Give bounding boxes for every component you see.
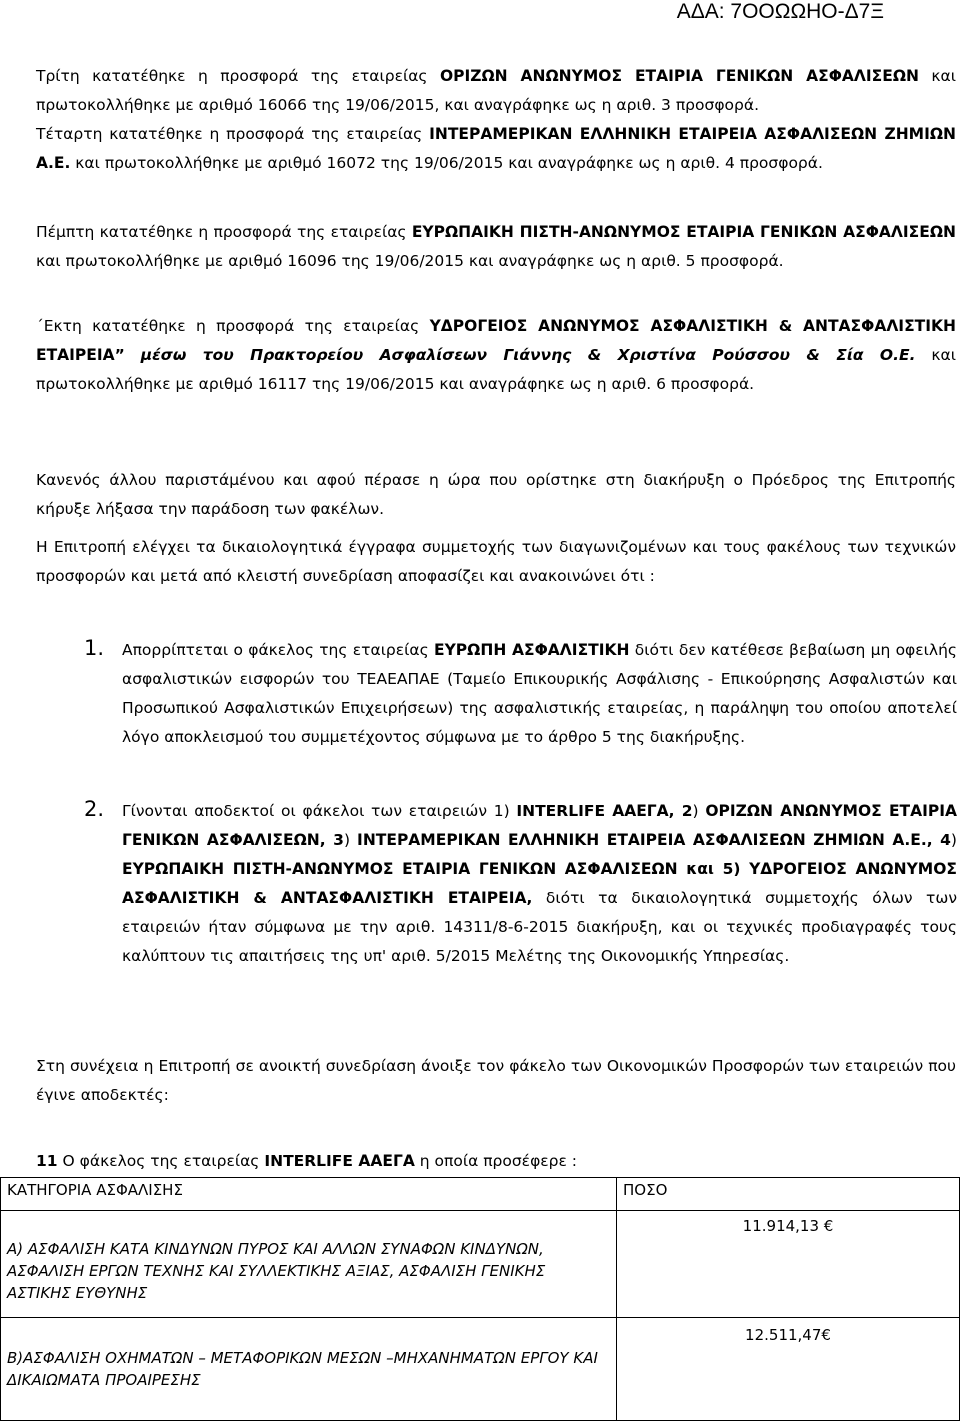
decision-number: 1. xyxy=(84,636,105,660)
table-row xyxy=(1,1211,960,1318)
agency-name: μέσω του Πρακτορείου Ασφαλίσεων Γιάννης & Χριστίνα Ρούσσου & Σία Ο.Ε. xyxy=(140,346,916,364)
paragraph-closing-submissions: Κανενός άλλου παριστάμένου και αφού πέρασε η ώρα που ορίστηκε στη διακήρυξη ο Πρόεδρος της Επιτροπής κήρυξε λήξασα την παράδοση των φακέλων. xyxy=(36,471,956,518)
decision-item-acceptance: Γίνονται αποδεκτοί οι φάκελοι των εταιρειών 1) INTERLIFE ΑΑΕΓΑ, 2) ΟΡΙΖΩΝ ΑΝΩΝΥΜΟΣ ΕΤΑΙΡΙΑ ΓΕΝΙΚΩΝ ΑΣΦΑΛΙΣΕΩΝ, 3) ΙΝΤΕΡΑΜΕΡΙΚΑΝ ΕΛΛΗΝΙΚΗ ΕΤΑΙΡΕΙΑ ΑΣΦΑΛΙΣΕΩΝ ΖΗΜΙΩΝ Α.Ε., 4) ΕΥΡΩΠΑΙΚΗ ΠΙΣΤΗ-ΑΝΩΝΥΜΟΣ ΕΤΑΙΡΙΑ ΓΕΝΙΚΩΝ ΑΣΦΑΛΙΣΕΩΝ και 5) ΥΔΡΟΓΕΙΟΣ ΑΝΩΝΥΜΟΣ ΑΣΦΑΛΙΣΤΙΚΗ & ΑΝΤΑΣΦΑΛΙΣΤΙΚΗ ΕΤΑΙΡΕΙΑ, διότι τα δικαιολογητικά συμμετοχής όλων των εταιρειών ήταν σύμφωνα με την αριθ. 14311/8-6-2015 διακήρυξη, και οι τεχνικές προδιαγραφές τους καλύπτουν τις απαιτήσεις της υπ' αριθ. 5/2015 Μελέτης της Οικονομικής Υπηρεσίας. xyxy=(122,802,957,965)
offer-heading: 11 Ο φάκελος της εταιρείας INTERLIFE ΑΑΕΓΑ η οποία προσέφερε : xyxy=(36,1152,578,1170)
paragraph-open-financial: Στη συνέχεια η Επιτροπή σε ανοικτή συνεδρίαση άνοιξε τον φάκελο των Οικονομικών Προσφορών των εταιρειών που έγινε αποδεκτές: xyxy=(36,1057,956,1104)
company-name: ΕΥΡΩΠΗ ΑΣΦΑΛΙΣΤΙΚΗ xyxy=(434,641,630,659)
amount-cell: 11.914,13 € xyxy=(617,1211,960,1318)
table-header-row xyxy=(1,1178,960,1211)
decision-number: 2. xyxy=(84,797,105,821)
header-category: ΚΑΤΗΓΟΡΙΑ ΑΣΦΑΛΙΣΗΣ xyxy=(1,1178,617,1211)
company-name: INTERLIFE ΑΑΕΓΑ xyxy=(264,1152,415,1170)
category-cell: Α) ΑΣΦΑΛΙΣΗ ΚΑΤΑ ΚΙΝΔΥΝΩΝ ΠΥΡΟΣ ΚΑΙ ΑΛΛΩΝ ΣΥΝΑΦΩΝ ΚΙΝΔΥΝΩΝ, ΑΣΦΑΛΙΣΗ ΕΡΓΩΝ ΤΕΧΝΗΣ ΚΑΙ ΣΥΛΛΕΚΤΙΚΗΣ ΑΞΙΑΣ, ΑΣΦΑΛΙΣΗ ΓΕΝΙΚΗΣ ΑΣΤΙΚΗΣ ΕΥΘΥΝΗΣ xyxy=(1,1211,617,1318)
paragraph-committee-review: Η Επιτροπή ελέγχει τα δικαιολογητικά έγγραφα συμμετοχής των διαγωνιζομένων και τους φακέλους των τεχνικών προσφορών και μετά από κλειστή συνεδρίαση αποφασίζει και ανακοινώνει ότι : xyxy=(36,538,956,585)
offer-number: 11 xyxy=(36,1152,58,1170)
paragraph-fifth-offer: Πέμπτη κατατέθηκε η προσφορά της εταιρείας ΕΥΡΩΠΑΙΚΗ ΠΙΣΤΗ-ΑΝΩΝΥΜΟΣ ΕΤΑΙΡΙΑ ΓΕΝΙΚΩΝ ΑΣΦΑΛΙΣΕΩΝ και πρωτοκολλήθηκε με αριθμό 16096 της 19/06/2015 και αναγράφηκε ως η αριθ. 5 προσφορά. xyxy=(36,223,956,270)
company-name: ΥΔΡΟΓΕΙΟΣ ΑΝΩΝΥΜΟΣ ΑΣΦΑΛΙΣΤΙΚΗ & ΑΝΤΑΣΦΑΛΙΣΤΙΚΗ ΕΤΑΙΡΕΙΑ” xyxy=(36,317,956,364)
decision-item-rejection: Απορρίπτεται ο φάκελος της εταιρείας ΕΥΡΩΠΗ ΑΣΦΑΛΙΣΤΙΚΗ διότι δεν κατέθεσε βεβαίωση μη οφειλής ασφαλιστικών εισφορών του ΤΕΑΕΑΠΑΕ (Ταμείο Επικουρικής Ασφάλισης - Επικούρησης Ασφαλιστών και Προσωπικού Ασφαλιστικών Επιχειρήσεων) της ασφαλιστικής εταιρείας, η παράληψη του οποίου αποτελεί λόγο αποκλεισμού του συμμετέχοντος σύμφωνα με το άρθρο 5 της διακήρυξης. xyxy=(122,641,957,746)
header-amount: ΠΟΣΟ xyxy=(617,1178,960,1211)
company-name: ΟΡΙΖΩΝ ΑΝΩΝΥΜΟΣ ΕΤΑΙΡΙΑ ΓΕΝΙΚΩΝ ΑΣΦΑΛΙΣΕΩΝ xyxy=(439,67,919,85)
table-row xyxy=(1,1318,960,1421)
paragraph-fourth-offer: Τέταρτη κατατέθηκε η προσφορά της εταιρείας ΙΝΤΕΡΑΜΕΡΙΚΑΝ ΕΛΛΗΝΙΚΗ ΕΤΑΙΡΕΙΑ ΑΣΦΑΛΙΣΕΩΝ ΖΗΜΙΩΝ Α.Ε. και πρωτοκολλήθηκε με αριθμό 16072 της 19/06/2015 και αναγράφηκε ως η αριθ. 4 προσφορά. xyxy=(36,125,957,172)
category-cell: Β)ΑΣΦΑΛΙΣΗ ΟΧΗΜΑΤΩΝ – ΜΕΤΑΦΟΡΙΚΩΝ ΜΕΣΩΝ –ΜΗΧΑΝΗΜΑΤΩΝ ΕΡΓΟΥ ΚΑΙ ΔΙΚΑΙΩΜΑΤΑ ΠΡΟΑΙΡΕΣΗΣ xyxy=(1,1318,617,1421)
amount-cell: 12.511,47€ xyxy=(617,1318,960,1421)
paragraph-third-offer: Τρίτη κατατέθηκε η προσφορά της εταιρείας ΟΡΙΖΩΝ ΑΝΩΝΥΜΟΣ ΕΤΑΙΡΙΑ ΓΕΝΙΚΩΝ ΑΣΦΑΛΙΣΕΩΝ και πρωτοκολλήθηκε με αριθμό 16066 της 19/06/2015, και αναγράφηκε ως η αριθ. 3 προσφορά. xyxy=(36,67,957,114)
paragraph-sixth-offer: ΄Εκτη κατατέθηκε η προσφορά της εταιρείας ΥΔΡΟΓΕΙΟΣ ΑΝΩΝΥΜΟΣ ΑΣΦΑΛΙΣΤΙΚΗ & ΑΝΤΑΣΦΑΛΙΣΤΙΚΗ ΕΤΑΙΡΕΙΑ” μέσω του Πρακτορείου Ασφαλίσεων Γιάννης & Χριστίνα Ρούσσου & Σία Ο.Ε. και πρωτοκολλήθηκε με αριθμό 16117 της 19/06/2015 και αναγράφηκε ως η αριθ. 6 προσφορά. xyxy=(36,317,956,393)
company-name: ΕΥΡΩΠΑΙΚΗ ΠΙΣΤΗ-ΑΝΩΝΥΜΟΣ ΕΤΑΙΡΙΑ ΓΕΝΙΚΩΝ ΑΣΦΑΛΙΣΕΩΝ xyxy=(411,223,956,241)
ada-header: ΑΔΑ: 7ΟΟΩΩΗΟ-Δ7Ξ xyxy=(676,0,884,23)
offer-table xyxy=(0,1177,960,1421)
company-name: ΙΝΤΕΡΑΜΕΡΙΚΑΝ ΕΛΛΗΝΙΚΗ ΕΤΑΙΡΕΙΑ ΑΣΦΑΛΙΣΕΩΝ ΖΗΜΙΩΝ Α.Ε. xyxy=(36,125,957,172)
